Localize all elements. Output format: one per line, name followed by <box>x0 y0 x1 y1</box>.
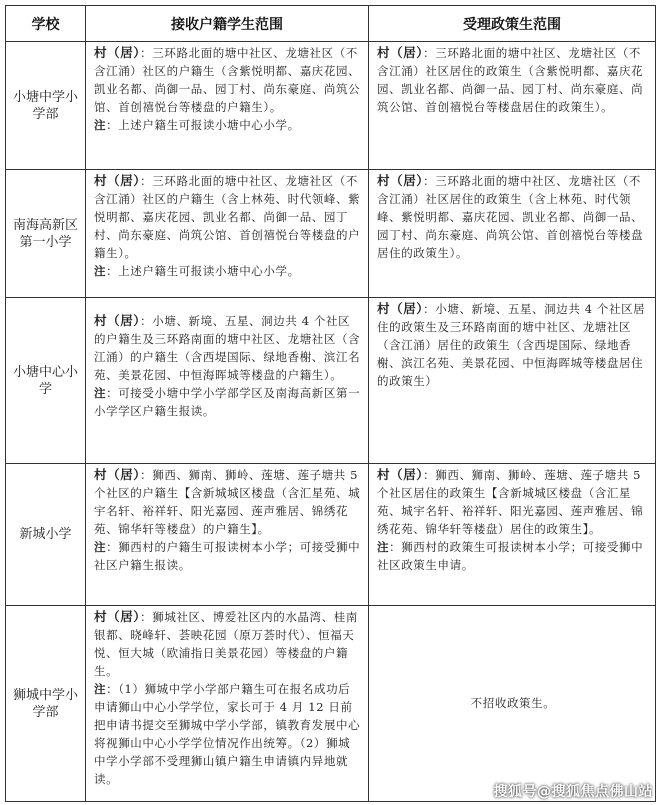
table-header-row <box>6 6 656 42</box>
hukou-text: ：狮城社区、博爱社区内的水晶湾、桂南银都、晓峰轩、荟映花园（原万荟时代）、恒福天悦、恒大城（欧浦指日美景花园）等楼盘的户籍生。 <box>94 610 358 678</box>
watermark-text: 搜狐号@搜狐焦点佛山站 <box>493 784 653 800</box>
header-hukou-range: 接收户籍学生范围 <box>86 6 369 42</box>
school-name: 小塘中学小学部 <box>6 42 86 170</box>
table-row <box>6 606 656 802</box>
header-school: 学校 <box>6 6 86 42</box>
policy-text: ：三环路北面的塘中社区、龙塘社区（不含江涌）社区居住的政策生（含上林苑、时代领峰、紫悦明都、嘉庆花园、凯业名都、尚御一品、园丁村、尚东豪庭、尚筑公馆、首创禧悦台等楼盘居住的政策生）。 <box>377 174 644 260</box>
hukou-cell <box>86 170 369 298</box>
lead-label: 村（居） <box>94 609 141 624</box>
note-text: ：狮西村的政策生可报读树本小学；可接受狮中社区政策生申请。 <box>377 540 644 572</box>
policy-cell <box>369 42 656 170</box>
note-label: 注 <box>94 118 107 132</box>
lead-label: 村（居） <box>94 467 141 482</box>
policy-text: ：小塘、新境、五星、洞边共 4 个社区居住的政策生及三环路南面的塘中社区、龙塘社区（含江涌）居住的政策生（含西堤国际、绿地香榭、滨江名苑、美景花园、中恒海晖城等楼盘居住的政策生） <box>377 302 646 388</box>
note-text: ：上述户籍生可报读小塘中心小学。 <box>106 118 300 132</box>
hukou-text: ：三环路北面的塘中社区、龙塘社区（不含江涌）社区的户籍生（含上林苑、时代领峰、紫悦明都、嘉庆花园、凯业名都、尚御一品、园丁村、尚东豪庭、尚筑公馆、首创禧悦台等楼盘的户籍生）。 <box>94 174 361 260</box>
lead-label: 村（居） <box>377 301 424 316</box>
hukou-cell <box>86 606 369 802</box>
table-row <box>6 464 656 606</box>
lead-label: 村（居） <box>377 45 424 60</box>
hukou-cell <box>86 464 369 606</box>
hukou-text: ：小塘、新境、五星、洞边共 4 个社区的户籍生及三环路南面的塘中社区、龙塘社区（含江涌）的户籍生（含西堤国际、绿地香榭、滨江名苑、美景花园、中恒海晖城等楼盘的户籍生）。 <box>94 314 361 382</box>
hukou-cell <box>86 42 369 170</box>
school-name: 狮城中学小学部 <box>6 606 86 802</box>
table-row <box>6 298 656 464</box>
note-label: 注 <box>94 540 107 554</box>
school-name: 南海高新区第一小学 <box>6 170 86 298</box>
note-label: 注 <box>377 540 390 554</box>
school-name: 新城小学 <box>6 464 86 606</box>
policy-cell <box>369 606 656 802</box>
header-policy-range: 受理政策生范围 <box>369 6 656 42</box>
hukou-text: ：三环路北面的塘中社区、龙塘社区（不含江涌）社区的户籍生（含紫悦明都、嘉庆花园、凯业名都、尚御一品、园丁村、尚东豪庭、尚筑公馆、首创禧悦台等楼盘的户籍生）。 <box>94 46 361 114</box>
note-label: 注 <box>94 264 107 278</box>
table-row <box>6 170 656 298</box>
lead-label: 村（居） <box>377 173 424 188</box>
note-text: ：可接受小塘中学小学部学区及南海高新区第一小学学区户籍生报读。 <box>94 386 361 418</box>
school-name: 小塘中心小学 <box>6 298 86 464</box>
note-label: 注 <box>94 682 107 696</box>
policy-text: 不招收政策生。 <box>470 695 556 710</box>
note-label: 注 <box>94 386 107 400</box>
note-text: ：狮西村的户籍生可报读树本小学；可接受狮中社区户籍生报读。 <box>94 540 361 572</box>
enrollment-table <box>5 5 656 802</box>
note-text: ：（1）狮城中学小学部户籍生可在报名成功后申请狮山中心小学学位，家长可于 4 月 12 日前把申请书提交至狮城中学小学部，镇教育发展中心将视狮山中心小学学位情况作出统筹。（2）狮城中学小学部不受理狮山镇户籍生申请镇内异地就读。 <box>94 682 361 786</box>
lead-label: 村（居） <box>94 45 141 60</box>
lead-label: 村（居） <box>94 173 141 188</box>
policy-cell <box>369 170 656 298</box>
hukou-text: ：狮西、狮南、狮岭、莲塘、莲子塘共 5 个社区的户籍生【含新城城区楼盘（含汇星苑、城宇名轩、裕祥轩、阳光嘉园、莲声雅居、锦绣花苑、锦华轩等楼盘）的户籍生】。 <box>94 468 361 536</box>
lead-label: 村（居） <box>94 313 141 328</box>
table-row <box>6 42 656 170</box>
policy-text: ：三环路北面的塘中社区、龙塘社区（不含江涌）社区居住的政策生（含紫悦明都、嘉庆花园、凯业名都、尚御一品、园丁村、尚东豪庭、尚筑公馆、首创禧悦台等楼盘居住的政策生）。 <box>377 46 644 114</box>
note-text: ：上述户籍生可报读小塘中心小学。 <box>106 264 300 278</box>
policy-cell <box>369 464 656 606</box>
policy-cell <box>369 298 656 464</box>
lead-label: 村（居） <box>377 467 424 482</box>
policy-text: ：狮西、狮南、狮岭、莲塘、莲子塘共 5 个社区居住的政策生【含新城城区楼盘（含汇星苑、城宇名轩、裕祥轩、阳光嘉园、莲声雅居、锦绣花苑、锦华轩等楼盘）居住的政策生】。 <box>377 468 644 536</box>
hukou-cell <box>86 298 369 464</box>
